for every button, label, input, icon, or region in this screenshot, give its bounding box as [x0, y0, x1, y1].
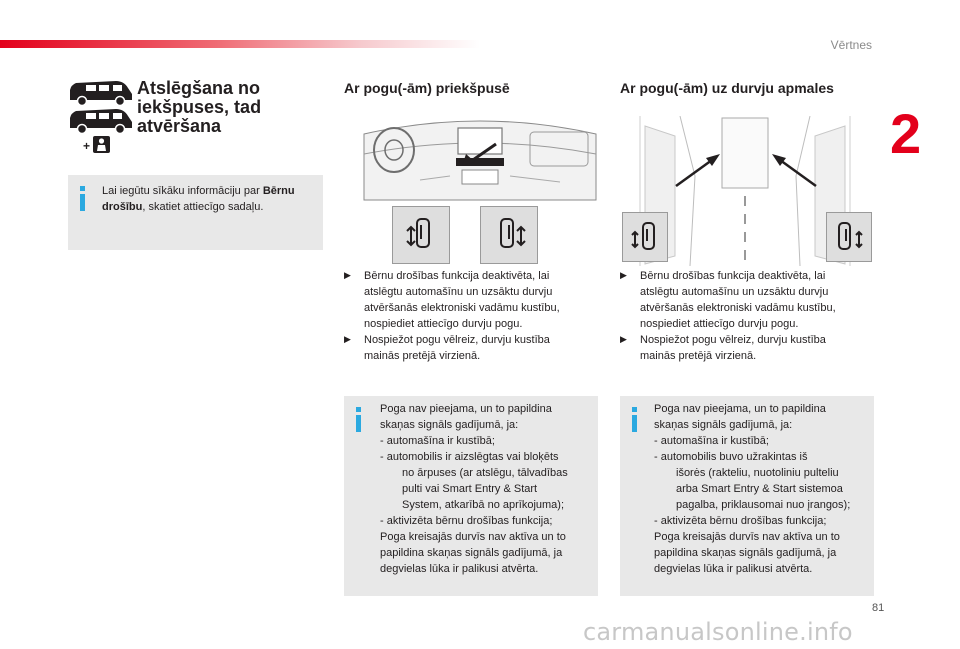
- info-line: no ārpuses (ar atslēgu, tālvadības: [402, 467, 568, 479]
- main-title: [137, 79, 261, 136]
- info-text-before: Lai iegūtu sīkāku informāciju par: [102, 185, 263, 197]
- info-line: degvielas lūka ir palikusi atvērta.: [380, 563, 539, 575]
- info-icon: [632, 407, 637, 432]
- info-bold: Bērnu: [262, 185, 295, 197]
- info-line: - automašīna ir kustībā;: [654, 435, 769, 447]
- bullet-arrow-icon: ▶: [620, 271, 627, 281]
- chapter-number: 2: [890, 102, 922, 165]
- page-number: 81: [872, 602, 885, 614]
- bullet-arrow-icon: ▶: [344, 271, 351, 281]
- instructions-frame: [620, 268, 882, 364]
- info-box-right: [620, 396, 874, 596]
- info-line: - automobilis buvo užrakintas iš: [654, 451, 808, 463]
- bullet-item: [620, 268, 882, 332]
- main-title-line: Atslēgšana no: [137, 78, 261, 98]
- info-box-middle: [344, 396, 598, 596]
- info-line: papildina skaņas signāls gadījumā, ja: [654, 547, 837, 559]
- bullet-line: nospiediet attiecīgo durvju pogu.: [364, 318, 523, 330]
- bullet-arrow-icon: ▶: [344, 335, 351, 345]
- bullet-line: Nospiežot pogu vēlreiz, durvju kustība: [640, 334, 826, 346]
- section-label: Vērtnes: [830, 38, 872, 52]
- info-text-after: , skatiet attiecīgo sadaļu.: [142, 201, 264, 213]
- bullet-line: atvēršanās elektroniski vadāmu kustību,: [640, 302, 836, 314]
- sliding-door-button-icon: [827, 213, 871, 261]
- heading-front-buttons: Ar pogu(-ām) priekšpusē: [344, 80, 510, 96]
- bullet-line: mainās pretējā virzienā.: [640, 350, 757, 362]
- info-line: - automašīna ir kustībā;: [380, 435, 495, 447]
- main-title-line: iekšpuses, tad: [137, 97, 262, 117]
- instructions-front: [344, 268, 604, 364]
- info-line: Poga kreisajās durvīs nav aktīva un to: [654, 531, 840, 543]
- info-line: - aktivizēta bērnu drošības funkcija;: [380, 515, 553, 527]
- bullet-line: Bērnu drošības funkcija deaktivēta, lai: [364, 270, 550, 282]
- info-lines: [654, 401, 850, 577]
- main-title-line: atvēršana: [137, 116, 222, 136]
- info-text: [102, 183, 318, 215]
- bullet-line: atslēgtu automašīnu un uzsāktu durvju: [364, 286, 553, 298]
- info-line: skaņas signāls gadījumā, ja:: [380, 419, 519, 431]
- bullet-item: [620, 332, 882, 364]
- bullet-line: mainās pretējā virzienā.: [364, 350, 481, 362]
- sliding-door-button-icon: [623, 213, 667, 261]
- door-button-right-panel: [480, 206, 538, 264]
- info-box-left: [68, 175, 323, 250]
- dashboard-illustration: [360, 114, 600, 204]
- svg-text:+: +: [83, 139, 91, 153]
- van-side-icon: [66, 76, 136, 156]
- frame-button-right-panel: [826, 212, 872, 262]
- bullet-arrow-icon: ▶: [620, 335, 627, 345]
- info-line: Poga nav pieejama, un to papildina: [380, 403, 552, 415]
- info-line: skaņas signāls gadījumā, ja:: [654, 419, 793, 431]
- bullet-line: atslēgtu automašīnu un uzsāktu durvju: [640, 286, 829, 298]
- info-icon: [356, 407, 361, 432]
- info-line: - aktivizēta bērnu drošības funkcija;: [654, 515, 827, 527]
- info-lines: [380, 401, 568, 577]
- info-line: System, atkarībā no aprīkojuma);: [402, 499, 565, 511]
- info-line: Poga kreisajās durvīs nav aktīva un to: [380, 531, 566, 543]
- watermark: carmanualsonline.info: [583, 618, 853, 646]
- frame-button-left-panel: [622, 212, 668, 262]
- heading-frame-buttons: Ar pogu(-ām) uz durvju apmales: [620, 80, 834, 96]
- info-line: degvielas lūka ir palikusi atvērta.: [654, 563, 813, 575]
- info-line: išorės (rakteliu, nuotoliniu pulteliu: [676, 467, 839, 479]
- info-line: arba Smart Entry & Start sistemoa: [676, 483, 843, 495]
- sliding-door-button-icon: [393, 207, 449, 263]
- bullet-item: [344, 268, 604, 332]
- bullet-line: Nospiežot pogu vēlreiz, durvju kustība: [364, 334, 550, 346]
- info-line: Poga nav pieejama, un to papildina: [654, 403, 826, 415]
- info-line: papildina skaņas signāls gadījumā, ja: [380, 547, 563, 559]
- header-accent-bar: [0, 40, 480, 48]
- bullet-line: atvēršanās elektroniski vadāmu kustību,: [364, 302, 560, 314]
- info-line: pagalba, priklausomai nuo įrangos);: [676, 499, 851, 511]
- bullet-item: [344, 332, 604, 364]
- sliding-door-button-icon: [481, 207, 537, 263]
- door-button-left-panel: [392, 206, 450, 264]
- info-line: - automobilis ir aizslēgtas vai bloķēts: [380, 451, 559, 463]
- info-icon: [80, 186, 85, 211]
- info-line: pulti vai Smart Entry & Start: [402, 483, 538, 495]
- info-bold: drošību: [102, 201, 143, 213]
- bullet-line: nospiediet attiecīgo durvju pogu.: [640, 318, 799, 330]
- bullet-line: Bērnu drošības funkcija deaktivēta, lai: [640, 270, 826, 282]
